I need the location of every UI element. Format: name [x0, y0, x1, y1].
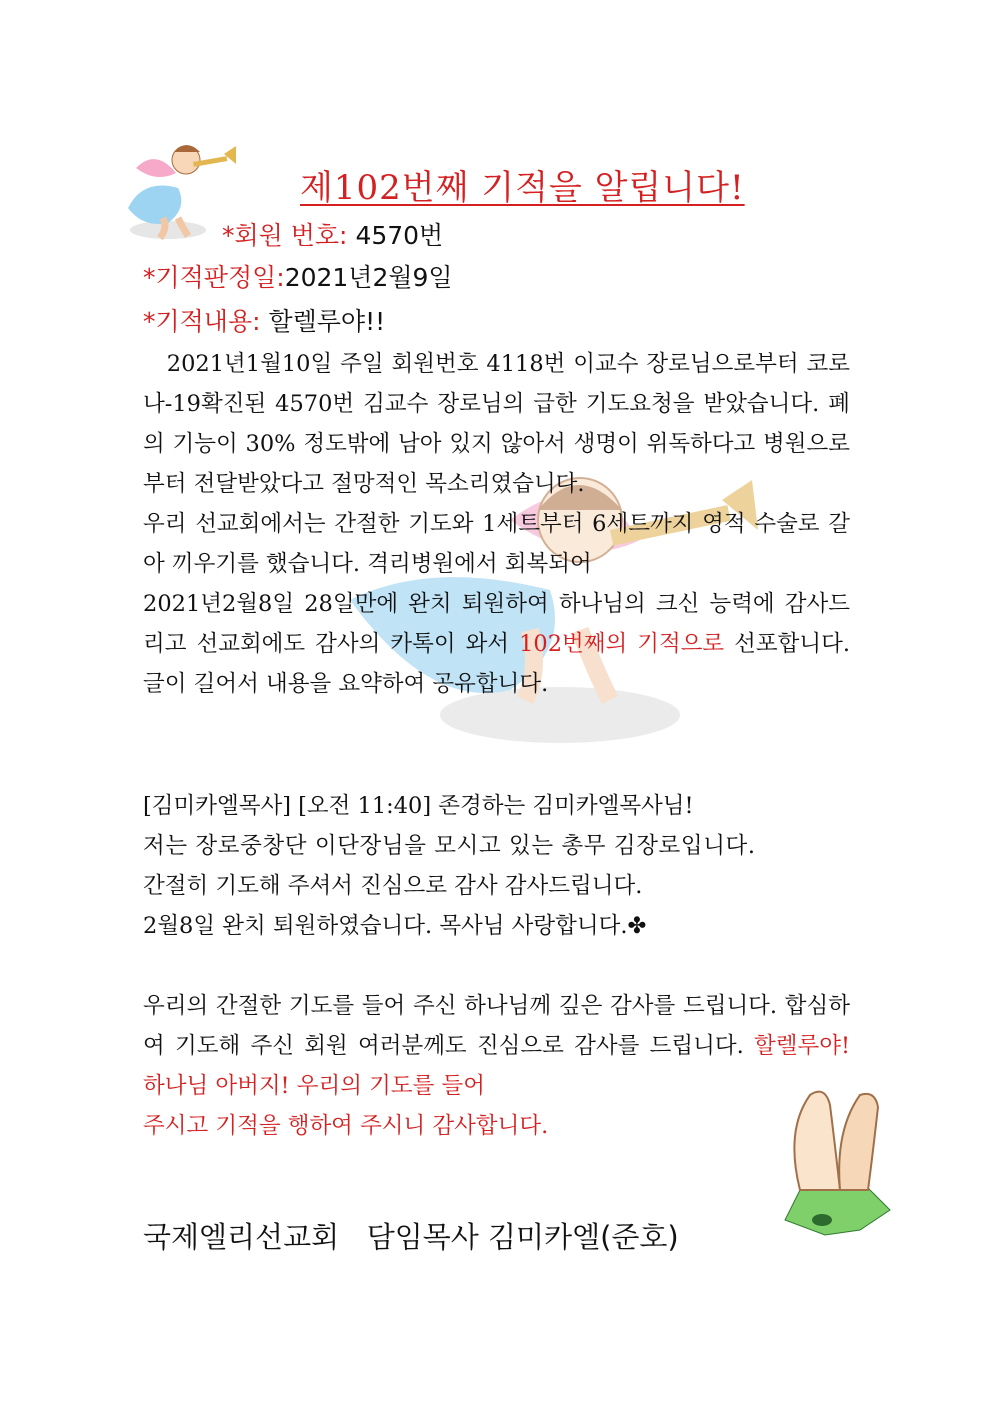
story-text-3a: 2021년2월8일 28일만에 완치 퇴원하여 하나님의 크신 능력에 감사드리고 선교회에도 감사의 카톡이 와서	[143, 591, 850, 657]
closing-text	[143, 986, 850, 1106]
story-text-1: 2021년1월10일 주일 회원번호 4118번 이교수 장로님으로부터 코로나-19확진된 4570번 김교수 장로님의 급한 기도요청을 받았습니다. 폐의 기능이 30% 정도밖에 남아 있지 않아서 생명이 위독하다고 병원으로부터 전달받았다고 절망적인 목소리였습니다.	[143, 351, 850, 497]
signature: 국제엘리선교회 담임목사 김미카엘(준호)	[143, 1220, 679, 1254]
miracle-highlight: 102번째의 기적으로	[519, 631, 725, 657]
message-line-1: [김미카엘목사] [오전 11:40] 존경하는 김미카엘목사님!	[143, 793, 694, 819]
story-paragraph	[143, 344, 850, 704]
message-line-4-text: 2월8일 완치 퇴원하였습니다. 목사님 사랑합니다.	[143, 913, 628, 939]
miracle-date-row	[143, 258, 453, 294]
kakao-message	[143, 786, 850, 946]
story-text-3	[143, 584, 850, 704]
miracle-date-value: 2021년2월9일	[284, 263, 453, 292]
miracle-content-value: 할렐루야!!	[268, 307, 386, 336]
member-number-row	[222, 216, 443, 252]
page-title: 제102번째 기적을 알립니다!	[300, 168, 745, 208]
message-line-4	[143, 906, 850, 946]
clover-icon: ✤	[627, 913, 647, 939]
closing-red-1: 할렐루야! 하나님 아버지! 우리의 기도를 들어	[143, 1033, 850, 1099]
closing-text-main: 우리의 간절한 기도를 들어 주신 하나님께 깊은 감사를 드립니다. 합심하여 기도해 주신 회원 여러분께도 진심으로 감사를 드립니다.	[143, 993, 850, 1059]
miracle-content-label: *기적내용:	[143, 307, 261, 336]
story-text-2: 우리 선교회에서는 간절한 기도와 1세트부터 6세트까지 영적 수술로 갈아 끼우기를 했습니다. 격리병원에서 회복되어	[143, 511, 850, 577]
member-number-label: *회원 번호:	[222, 221, 348, 250]
member-number-value: 4570번	[355, 221, 444, 250]
angel-trumpet-icon	[108, 138, 238, 248]
message-line-2: 저는 장로중창단 이단장님을 모시고 있는 총무 김장로입니다.	[143, 833, 756, 859]
message-line-3: 간절히 기도해 주셔서 진심으로 감사 감사드립니다.	[143, 873, 643, 899]
miracle-content-row	[143, 302, 385, 338]
story-text-3b: 선포합니다. 글이 길어서 내용을 요약하여 공유합니다.	[143, 631, 851, 697]
closing-red-2: 주시고 기적을 행하여 주시니 감사합니다.	[143, 1113, 549, 1139]
closing-paragraph	[143, 986, 850, 1146]
miracle-date-label: *기적판정일:	[143, 263, 285, 292]
